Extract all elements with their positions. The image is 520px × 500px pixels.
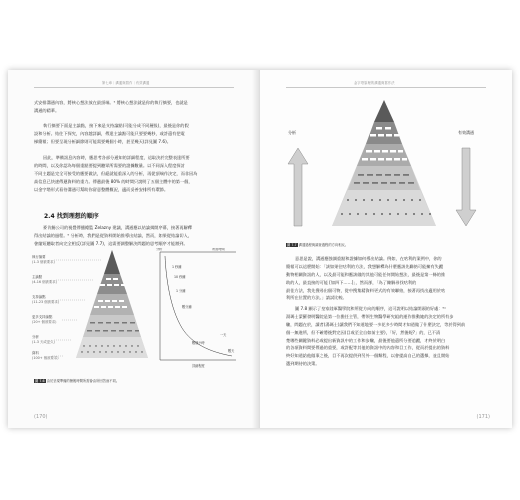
right-para-1 <box>286 255 445 302</box>
text-line: 圖 7.8 顯示了皇家陸軍醫學院和所從方向的順序，這可說明以結論開頭的好處：⁶ᵃ <box>295 306 446 311</box>
left-para-4 <box>34 224 192 248</box>
fig76-label: 執行摘要 <box>32 255 46 259</box>
fig77-caption-tag: 圖 7.7 <box>287 243 297 247</box>
text-line: 湯瑪士蒙羅發明醫院是第一位擔任主管，帶領生物醫學研究組的運作推動她的決定的所有步 <box>286 313 454 319</box>
text-line: 楚哪些關鍵資料必或提出新資訊中的工作和步驟，最後要他還所分要追蹤，才終於明白 <box>286 337 446 343</box>
fig76-label: (1-3 個被要求) <box>32 260 55 264</box>
section-title: 2.4 找到理想的順序 <box>44 213 99 220</box>
fig76-annotation: 1 分鐘 <box>176 289 186 293</box>
text-line: 選到期待的決策。 <box>286 361 320 367</box>
text-line: 麥肯錫公司的視覺傳播總監 Zelazny 建議，溝通應以結論揭開序幕，接著再解釋 <box>43 225 192 230</box>
down-arrow <box>456 148 476 226</box>
fig76-axis-top-left: 分析 <box>156 248 163 251</box>
figure-7-6 <box>32 248 244 374</box>
fig76-caption <box>34 378 119 383</box>
right-running-head: 金字塔原理的溝通與寫作法 <box>354 81 395 85</box>
fig76-annotation: 數個小時 <box>192 341 205 345</box>
right-page-number: (171) <box>476 414 490 420</box>
fig76-annotation: 數分鐘 <box>182 305 192 309</box>
fig76-annotation: 1 秒鐘 <box>172 265 182 269</box>
fig76-annotation: 數天 <box>228 349 235 353</box>
text-line: 意思是說，溝通應強調重點和證據如何導出結論。例如，在咕利的案例中，你的 <box>295 256 442 261</box>
text-line: 溝通的精華。 <box>34 107 60 113</box>
text-line: 利所在位置的方法。」請試比較。 <box>286 295 347 301</box>
up-arrow <box>288 148 308 226</box>
fig76-label: (4-16 個被要求) <box>32 280 57 284</box>
right-header-rule <box>286 87 486 88</box>
fig76-axis-bottom: 詳細程度 <box>192 364 205 368</box>
text-line: 高信息已快速傳遞資料的重力。傳遞最後 80% 的時間只說明了五個主體中的第一個， <box>34 178 193 184</box>
fig76-caption-text: 由於呈現準備的簡報時間所需會由所回答而不同。 <box>46 379 120 383</box>
fig76-label: 更多支持論點 <box>32 315 53 319</box>
text-line: 梯簡報；但要呈現分析細節則可能需要幾個小時，甚至幾天(詳見圖 7.6)。 <box>34 138 171 144</box>
fig76-label: 分析 <box>32 335 39 339</box>
fig76-label: 資料 <box>32 351 39 355</box>
text-line: 以金字塔形式看待溝通可幫助你留意整體概況，適而妥善安排所有環節。 <box>34 186 169 192</box>
fig76-label: 主論點 <box>32 275 43 279</box>
text-line: 個一無進所，但不確將後對完因(目或至全自如前主要)，「好，然後呢?」的，已不清 <box>286 329 441 335</box>
figure-7-7 <box>286 94 486 242</box>
text-line: 簡報可以這麼開始：「該如果往咕利的方法，我想解釋為什麼應該先聯絡可能擁有失蹤 <box>286 263 444 269</box>
fig76-label: (20+ 個被要求) <box>32 320 57 324</box>
fig76-annotation: 10 秒鐘 <box>174 275 186 279</box>
text-line: 執行摘要下面是主論點，接下來是支持論點(可能分成不同層級)，最後是你的假 <box>43 123 189 128</box>
text-line: 不同主題是完全可接受的應要做法，但絕就能重深入的分析，再從頂端作決定，而非因為 <box>34 170 198 176</box>
text-line: 設和分析。結往下探究，內容越詳細，傳達主論點可能只要要幾秒，或許還有把電 <box>34 130 185 136</box>
text-line: 最佳方法，我先搜尋出個可物，從中搜集精資料更式的有效聯絡，接著再找出適用於咕 <box>286 287 446 293</box>
fig77-right-arrow-label: 有效溝通 <box>458 130 474 135</box>
fig76-caption-tag: 圖 7.6 <box>35 379 45 383</box>
text-line: 的各項資料間要傳過的重要，或許配等其他的資訊中的內容和目工作，從而於提出的資料 <box>286 345 450 351</box>
fig76-axis-top-right: 所需時間 <box>212 248 225 251</box>
text-line: 因此，準備訊息內容時，應思考各部分通知的詳細程度，這取決於完整表達所要 <box>43 155 190 160</box>
right-page <box>260 70 512 428</box>
text-line: 動物相關資訊的人，以及最可能和應該做的其他可能任何開始想法，最後是第一條的推 <box>286 271 446 277</box>
fig76-label: (1-3 天或更久) <box>32 340 55 344</box>
fig77-caption-text: 溝通過程與調查過程的方向相反。 <box>298 243 349 247</box>
right-para-2 <box>286 305 465 368</box>
fig76-label: 支持論點 <box>32 295 46 299</box>
left-para-3 <box>34 154 197 193</box>
text-line: 助的人，最直接的可能 [如四下……]」，然而卻，「為了陳解尋找咕利的 <box>286 279 417 285</box>
book-spread <box>8 70 512 428</box>
fig76-label: (11-23 個被要求) <box>32 300 60 304</box>
fig77-caption <box>286 242 348 247</box>
text-line: 得出結論的過程。⁶ 分析時，我們是從資料開始推導出結論，然而，如果從結論切入， <box>34 232 192 238</box>
left-header-rule <box>34 87 234 88</box>
left-page <box>8 70 260 428</box>
left-page-number: (170) <box>34 414 48 420</box>
left-para-1 <box>34 99 188 115</box>
fig77-left-arrow-label: 分析 <box>288 130 296 135</box>
fig76-annotation: 一天 <box>220 333 227 337</box>
fig76-label: (100+ 個被要求) <box>32 356 59 360</box>
text-line: 式安排溝通內容，將核心想法放在最頂端。⁵ 將核心想法就是你的執行摘要，也就是 <box>34 100 188 105</box>
text-line: 終好知道給他做事之後，目不再次提供到另外一個類程，以會提高自己的選擇，並且開始 <box>286 353 450 359</box>
left-para-2 <box>34 122 189 146</box>
left-running-head: 第七章｜溝通與寫作｜有效溝通 <box>102 81 150 85</box>
text-line: 的時間，以及你認為每個重點要提到聽眾所需要的證據數量。以不同深入程度探討 <box>34 162 185 168</box>
text-line: 會縮短聽取者向完全相反(詳見圖 7.7)，這需要調整解決問題的思考順序才能辦到。 <box>34 240 188 246</box>
text-line: 驟，問題在於，讀者(湯瑪士)讓我們不知道地要一多花多少時間才知道做了什麼決定，等於得到前 <box>286 321 466 327</box>
